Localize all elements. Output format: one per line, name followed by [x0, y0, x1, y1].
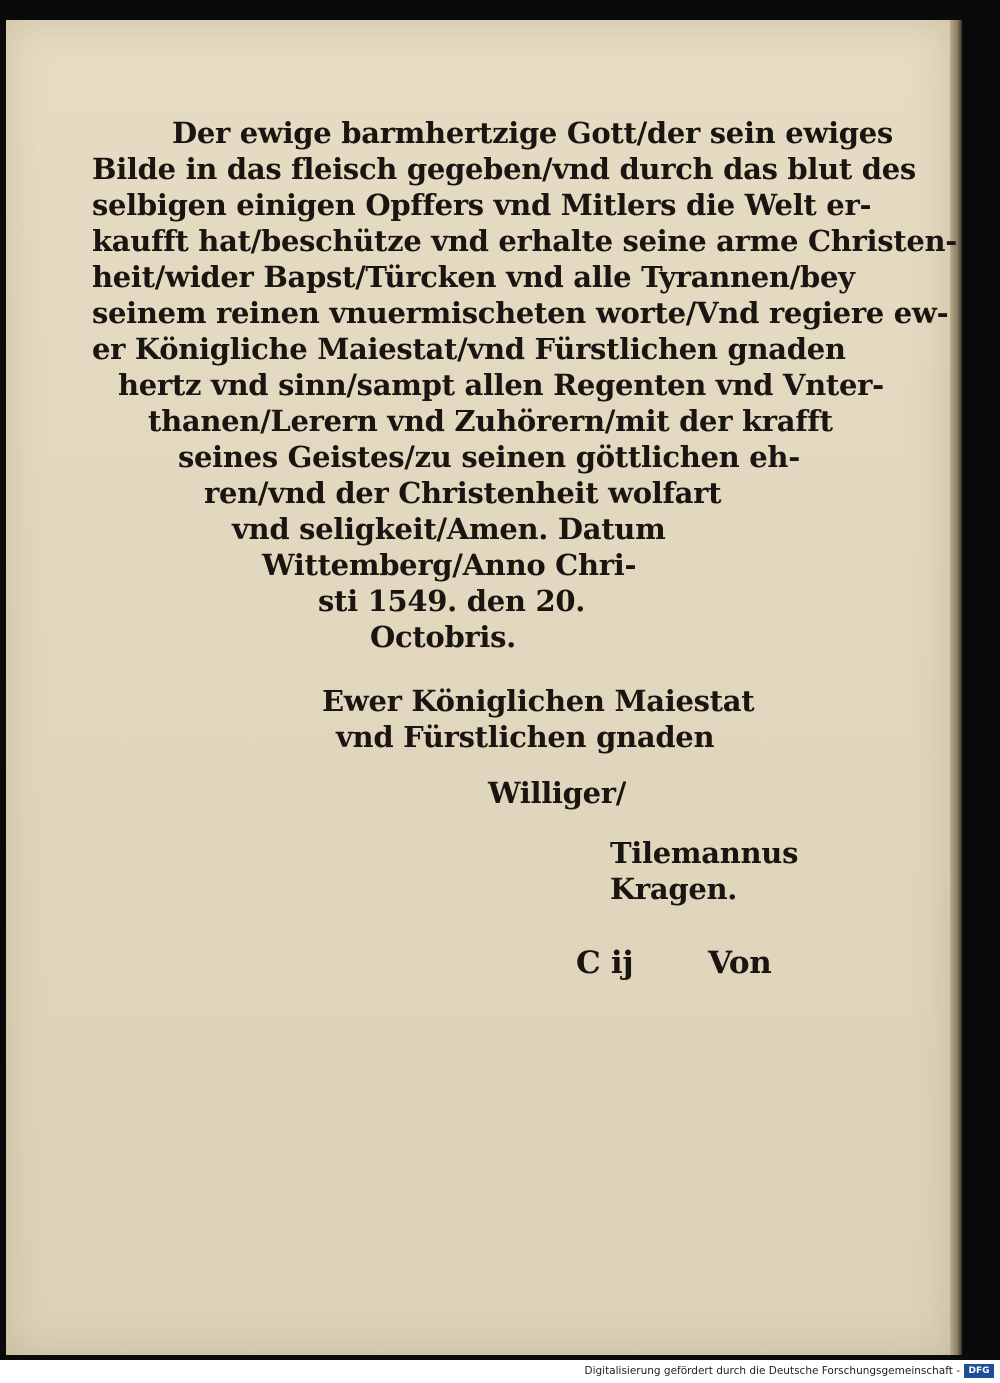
signature-mark: C ij: [576, 945, 634, 981]
text-line: Der ewige barmhertzige Gott/der sein ewiges: [172, 116, 893, 150]
page-edge: [950, 20, 962, 1355]
text-line: thanen/Lerern vnd Zuhörern/mit der krafft: [148, 404, 833, 438]
text-line: kaufft hat/beschütze vnd erhalte seine arme Christen-: [92, 224, 958, 258]
footer-bar: [0, 1360, 1000, 1383]
author-name: Tilemannus: [610, 836, 799, 870]
closing-willing: Williger/: [488, 776, 627, 810]
text-line: Bilde in das fleisch gegeben/vnd durch das blut des: [92, 152, 916, 186]
text-line: vnd seligkeit/Amen. Datum: [232, 512, 666, 546]
text-line: Wittemberg/Anno Chri-: [262, 548, 637, 582]
author-name: Kragen.: [610, 872, 738, 906]
funding-notice: Digitalisierung gefördert durch die Deutsche Forschungsgemeinschaft -: [584, 1365, 960, 1377]
book-page: [6, 20, 958, 1355]
text-line: ren/vnd der Christenheit wolfart: [204, 476, 722, 510]
text-line: seinem reinen vnuermischeten worte/Vnd regiere ew-: [92, 296, 949, 330]
closing-line: vnd Fürstlichen gnaden: [336, 720, 715, 754]
text-line: selbigen einigen Opffers vnd Mitlers die Welt er-: [92, 188, 872, 222]
text-line: Octobris.: [370, 620, 516, 654]
text-line: hertz vnd sinn/sampt allen Regenten vnd Vnter-: [118, 368, 884, 402]
text-line: sti 1549. den 20.: [318, 584, 586, 618]
dfg-logo[interactable]: DFG: [964, 1364, 994, 1378]
catchword: Von: [708, 945, 772, 981]
closing-line: Ewer Königlichen Maiestat: [322, 684, 755, 718]
text-line: heit/wider Bapst/Türcken vnd alle Tyrannen/bey: [92, 260, 855, 294]
text-line: er Königliche Maiestat/vnd Fürstlichen gnaden: [92, 332, 846, 366]
text-line: seines Geistes/zu seinen göttlichen eh-: [178, 440, 800, 474]
